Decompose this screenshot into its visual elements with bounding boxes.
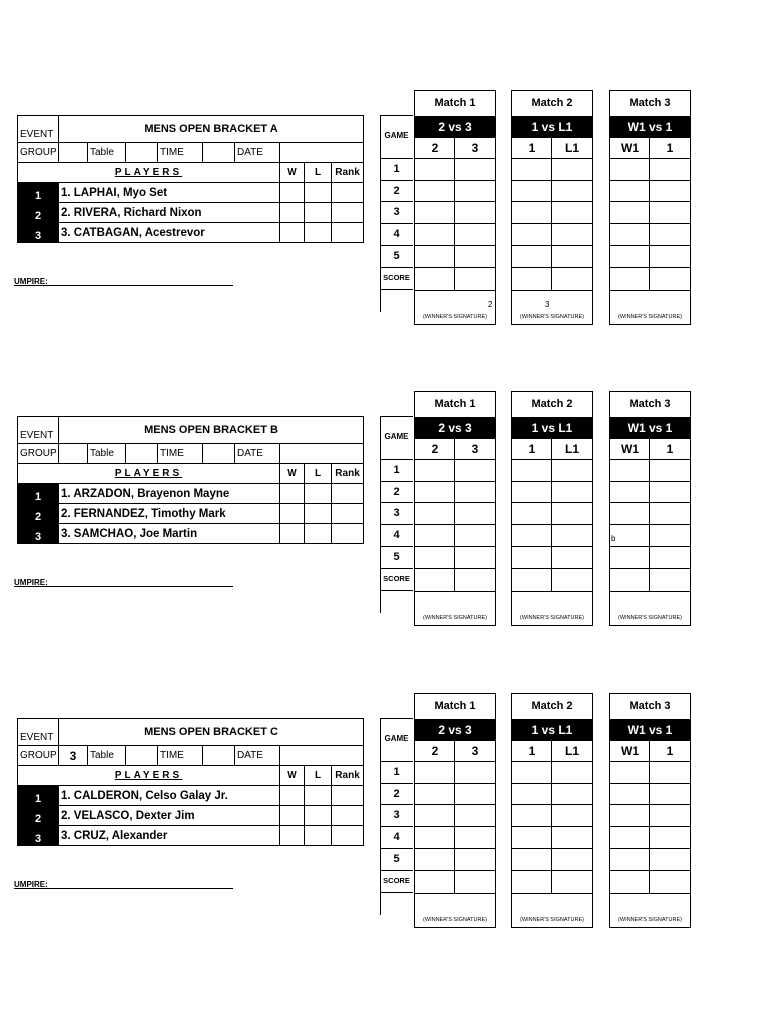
event-row <box>18 417 364 444</box>
winner-signature-label: (WINNER'S SIGNATURE) <box>618 615 682 621</box>
group-row <box>18 143 364 163</box>
winner-signature-label: (WINNER'S SIGNATURE) <box>618 917 682 923</box>
group-row <box>18 746 364 766</box>
score-row-border <box>610 870 690 871</box>
handwritten-note: b <box>611 534 616 543</box>
loss-header: L <box>305 163 332 183</box>
score-row-border <box>610 481 690 482</box>
score-row-border <box>512 158 592 159</box>
rank-header: Rank <box>332 766 364 786</box>
game-row-border <box>380 848 413 849</box>
score-row-border <box>610 804 690 805</box>
win-cell <box>280 826 305 846</box>
score-label: SCORE <box>383 574 410 583</box>
player-seed: 2 <box>18 203 59 223</box>
player-b-label: 1 <box>666 744 674 758</box>
game-number: 1 <box>393 464 400 476</box>
game-row-border <box>380 223 413 224</box>
group-label: GROUP <box>18 444 59 464</box>
bracket-info-table <box>17 718 364 846</box>
score-row-border <box>610 223 690 224</box>
match-pairing: 2 vs 3 <box>415 719 495 741</box>
score-row-border <box>512 783 592 784</box>
player-b-label: L1 <box>564 141 579 155</box>
match-title: Match 3 <box>629 398 671 410</box>
player-row <box>18 203 364 223</box>
win-cell <box>280 504 305 524</box>
score-row-border <box>610 761 690 762</box>
player-name: 3. CATBAGAN, Acestrevor <box>59 223 280 243</box>
win-cell <box>280 524 305 544</box>
win-header: W <box>280 766 305 786</box>
score-row-border <box>610 546 690 547</box>
score-row-border <box>415 223 495 224</box>
game-row-border <box>380 158 413 159</box>
event-label: EVENT <box>18 116 59 143</box>
player-name: 1. LAPHAI, Myo Set <box>59 183 280 203</box>
player-row <box>18 806 364 826</box>
rank-cell <box>332 826 364 846</box>
table-value <box>126 143 158 163</box>
game-number: 2 <box>393 788 400 800</box>
player-b-label: L1 <box>564 442 579 456</box>
match-title: Match 3 <box>629 700 671 712</box>
umpire-signature-line[interactable] <box>14 888 233 889</box>
winner-signature-label: (WINNER'S SIGNATURE) <box>423 615 487 621</box>
handwritten-note: 3 <box>545 300 550 309</box>
rank-cell <box>332 786 364 806</box>
players-header: PLAYERS <box>18 766 280 786</box>
game-row-border <box>380 804 413 805</box>
player-name: 3. CRUZ, Alexander <box>59 826 280 846</box>
match-pairing: W1 vs 1 <box>610 417 690 439</box>
win-header: W <box>280 464 305 484</box>
score-row-border <box>512 870 592 871</box>
match-title: Match 2 <box>531 398 573 410</box>
players-header-row <box>18 766 364 786</box>
player-b-label: 3 <box>471 141 479 155</box>
win-cell <box>280 183 305 203</box>
rank-cell <box>332 524 364 544</box>
bracket-info-table <box>17 115 364 243</box>
player-name: 2. FERNANDEZ, Timothy Mark <box>59 504 280 524</box>
bracket-title: MENS OPEN BRACKET B <box>59 417 364 444</box>
score-row-border <box>512 245 592 246</box>
game-row-border <box>380 783 413 784</box>
player-row <box>18 786 364 806</box>
player-seed: 3 <box>18 524 59 544</box>
score-row-border <box>415 870 495 871</box>
players-header: PLAYERS <box>18 464 280 484</box>
rank-cell <box>332 183 364 203</box>
winner-signature-label: (WINNER'S SIGNATURE) <box>520 615 584 621</box>
player-seed: 1 <box>18 484 59 504</box>
score-row-border <box>415 158 495 159</box>
event-label: EVENT <box>18 719 59 746</box>
time-value <box>203 444 235 464</box>
group-value <box>59 143 88 163</box>
match-pairing: 2 vs 3 <box>415 417 495 439</box>
score-row-border <box>512 223 592 224</box>
event-label: EVENT <box>18 417 59 444</box>
time-label: TIME <box>158 444 203 464</box>
score-row-border <box>610 267 690 268</box>
loss-cell <box>305 524 332 544</box>
time-value <box>203 746 235 766</box>
score-row-border <box>610 459 690 460</box>
loss-cell <box>305 203 332 223</box>
player-row <box>18 484 364 504</box>
game-row-border <box>380 502 413 503</box>
time-value <box>203 143 235 163</box>
score-row-border <box>415 568 495 569</box>
loss-cell <box>305 183 332 203</box>
player-seed: 3 <box>18 223 59 243</box>
game-header: GAME <box>384 131 409 140</box>
table-value <box>126 746 158 766</box>
rank-header: Rank <box>332 464 364 484</box>
match-pairing: 2 vs 3 <box>415 116 495 138</box>
player-row <box>18 826 364 846</box>
player-seed: 1 <box>18 786 59 806</box>
score-row-border <box>415 502 495 503</box>
player-a-label: 1 <box>528 744 536 758</box>
bracket-section <box>0 391 768 641</box>
loss-header: L <box>305 766 332 786</box>
player-b-label: L1 <box>564 744 579 758</box>
score-row-border <box>512 893 592 894</box>
game-header: GAME <box>384 432 409 441</box>
loss-header: L <box>305 464 332 484</box>
player-a-label: W1 <box>621 442 639 456</box>
game-row-border <box>380 568 413 569</box>
score-row-border <box>415 826 495 827</box>
game-row-border <box>380 267 413 268</box>
game-row-border <box>380 870 413 871</box>
table-label: Table <box>88 746 126 766</box>
game-number: 3 <box>393 507 400 519</box>
player-row <box>18 223 364 243</box>
score-row-border <box>415 783 495 784</box>
score-row-border <box>512 591 592 592</box>
score-row-border <box>512 761 592 762</box>
score-row-border <box>610 502 690 503</box>
game-number: 3 <box>393 206 400 218</box>
game-number: 1 <box>393 766 400 778</box>
game-column-top-border <box>380 115 413 116</box>
game-row-border <box>380 892 413 893</box>
score-row-border <box>415 804 495 805</box>
player-name: 2. VELASCO, Dexter Jim <box>59 806 280 826</box>
score-row-border <box>415 761 495 762</box>
player-a-label: 2 <box>431 141 439 155</box>
group-row <box>18 444 364 464</box>
loss-cell <box>305 786 332 806</box>
game-row-border <box>380 459 413 460</box>
player-name: 2. RIVERA, Richard Nixon <box>59 203 280 223</box>
score-row-border <box>415 481 495 482</box>
win-cell <box>280 484 305 504</box>
game-number: 4 <box>393 228 400 240</box>
game-column-top-border <box>380 718 413 719</box>
table-value <box>126 444 158 464</box>
player-a-label: 1 <box>528 442 536 456</box>
player-b-label: 1 <box>666 141 674 155</box>
match-title: Match 2 <box>531 97 573 109</box>
game-number: 2 <box>393 185 400 197</box>
bracket-info-table <box>17 416 364 544</box>
group-label: GROUP <box>18 143 59 163</box>
score-row-border <box>415 245 495 246</box>
player-a-label: 1 <box>528 141 536 155</box>
rank-cell <box>332 223 364 243</box>
event-row <box>18 116 364 143</box>
rank-header: Rank <box>332 163 364 183</box>
score-row-border <box>512 826 592 827</box>
player-a-label: W1 <box>621 141 639 155</box>
match-title: Match 1 <box>434 398 476 410</box>
winner-signature-label: (WINNER'S SIGNATURE) <box>520 917 584 923</box>
player-b-label: 3 <box>471 744 479 758</box>
game-number: 4 <box>393 529 400 541</box>
game-row-border <box>380 524 413 525</box>
match-pairing: 1 vs L1 <box>512 719 592 741</box>
rank-cell <box>332 203 364 223</box>
game-number: 4 <box>393 831 400 843</box>
player-name: 1. CALDERON, Celso Galay Jr. <box>59 786 280 806</box>
match-pairing: W1 vs 1 <box>610 116 690 138</box>
player-b-label: 3 <box>471 442 479 456</box>
game-row-border <box>380 826 413 827</box>
game-row-border <box>380 481 413 482</box>
score-label: SCORE <box>383 273 410 282</box>
loss-cell <box>305 826 332 846</box>
time-label: TIME <box>158 746 203 766</box>
score-row-border <box>610 201 690 202</box>
date-label: DATE <box>235 746 280 766</box>
game-header: GAME <box>384 734 409 743</box>
score-row-border <box>512 459 592 460</box>
score-row-border <box>512 290 592 291</box>
score-row-border <box>512 524 592 525</box>
match-pairing: 1 vs L1 <box>512 116 592 138</box>
rank-cell <box>332 806 364 826</box>
score-row-border <box>512 848 592 849</box>
score-row-border <box>610 180 690 181</box>
score-row-border <box>610 783 690 784</box>
score-row-border <box>610 568 690 569</box>
player-row <box>18 504 364 524</box>
win-header: W <box>280 163 305 183</box>
game-number: 5 <box>393 250 400 262</box>
score-row-border <box>512 568 592 569</box>
date-value <box>280 143 364 163</box>
match-title: Match 2 <box>531 700 573 712</box>
score-row-border <box>415 180 495 181</box>
game-number: 5 <box>393 853 400 865</box>
bracket-section <box>0 693 768 943</box>
match-title: Match 3 <box>629 97 671 109</box>
loss-cell <box>305 504 332 524</box>
loss-cell <box>305 223 332 243</box>
game-number: 1 <box>393 163 400 175</box>
score-row-border <box>512 502 592 503</box>
score-row-border <box>512 201 592 202</box>
match-title: Match 1 <box>434 700 476 712</box>
score-row-border <box>610 245 690 246</box>
winner-signature-label: (WINNER'S SIGNATURE) <box>423 314 487 320</box>
table-label: Table <box>88 143 126 163</box>
player-name: 1. ARZADON, Brayenon Mayne <box>59 484 280 504</box>
game-row-border <box>380 245 413 246</box>
event-row <box>18 719 364 746</box>
score-row-border <box>512 804 592 805</box>
player-seed: 2 <box>18 806 59 826</box>
table-label: Table <box>88 444 126 464</box>
game-row-border <box>380 761 413 762</box>
score-row-border <box>512 481 592 482</box>
time-label: TIME <box>158 143 203 163</box>
umpire-signature-line[interactable] <box>14 586 233 587</box>
players-header: PLAYERS <box>18 163 280 183</box>
score-row-border <box>415 267 495 268</box>
score-row-border <box>415 201 495 202</box>
winner-signature-label: (WINNER'S SIGNATURE) <box>618 314 682 320</box>
player-seed: 2 <box>18 504 59 524</box>
score-row-border <box>512 546 592 547</box>
game-column-top-border <box>380 416 413 417</box>
group-label: GROUP <box>18 746 59 766</box>
game-row-border <box>380 180 413 181</box>
match-pairing: W1 vs 1 <box>610 719 690 741</box>
group-value <box>59 444 88 464</box>
player-a-label: 2 <box>431 442 439 456</box>
player-seed: 1 <box>18 183 59 203</box>
score-row-border <box>610 591 690 592</box>
rank-cell <box>332 484 364 504</box>
game-row-border <box>380 546 413 547</box>
score-row-border <box>512 180 592 181</box>
umpire-signature-line[interactable] <box>14 285 233 286</box>
win-cell <box>280 223 305 243</box>
score-row-border <box>610 848 690 849</box>
bracket-title: MENS OPEN BRACKET C <box>59 719 364 746</box>
group-value: 3 <box>59 746 88 766</box>
score-row-border <box>610 826 690 827</box>
score-row-border <box>610 893 690 894</box>
date-value <box>280 746 364 766</box>
player-name: 3. SAMCHAO, Joe Martin <box>59 524 280 544</box>
umpire-label: UMPIRE: <box>14 277 48 286</box>
winner-signature-label: (WINNER'S SIGNATURE) <box>423 917 487 923</box>
umpire-label: UMPIRE: <box>14 880 48 889</box>
score-row-border <box>610 158 690 159</box>
winner-signature-label: (WINNER'S SIGNATURE) <box>520 314 584 320</box>
bracket-title: MENS OPEN BRACKET A <box>59 116 364 143</box>
win-cell <box>280 203 305 223</box>
date-label: DATE <box>235 143 280 163</box>
score-row-border <box>415 893 495 894</box>
player-row <box>18 524 364 544</box>
match-pairing: 1 vs L1 <box>512 417 592 439</box>
score-row-border <box>415 524 495 525</box>
game-row-border <box>380 590 413 591</box>
score-row-border <box>610 290 690 291</box>
score-row-border <box>415 290 495 291</box>
handwritten-note: 2 <box>488 300 493 309</box>
players-header-row <box>18 163 364 183</box>
win-cell <box>280 806 305 826</box>
score-label: SCORE <box>383 876 410 885</box>
game-number: 3 <box>393 809 400 821</box>
win-cell <box>280 786 305 806</box>
date-label: DATE <box>235 444 280 464</box>
player-a-label: W1 <box>621 744 639 758</box>
player-a-label: 2 <box>431 744 439 758</box>
loss-cell <box>305 484 332 504</box>
date-value <box>280 444 364 464</box>
game-row-border <box>380 201 413 202</box>
umpire-label: UMPIRE: <box>14 578 48 587</box>
loss-cell <box>305 806 332 826</box>
players-header-row <box>18 464 364 484</box>
bracket-section <box>0 90 768 340</box>
score-row-border <box>512 267 592 268</box>
rank-cell <box>332 504 364 524</box>
player-row <box>18 183 364 203</box>
game-number: 5 <box>393 551 400 563</box>
match-title: Match 1 <box>434 97 476 109</box>
game-number: 2 <box>393 486 400 498</box>
score-row-border <box>415 591 495 592</box>
score-row-border <box>415 848 495 849</box>
score-row-border <box>415 459 495 460</box>
game-row-border <box>380 289 413 290</box>
score-row-border <box>610 524 690 525</box>
score-row-border <box>415 546 495 547</box>
player-seed: 3 <box>18 826 59 846</box>
player-b-label: 1 <box>666 442 674 456</box>
